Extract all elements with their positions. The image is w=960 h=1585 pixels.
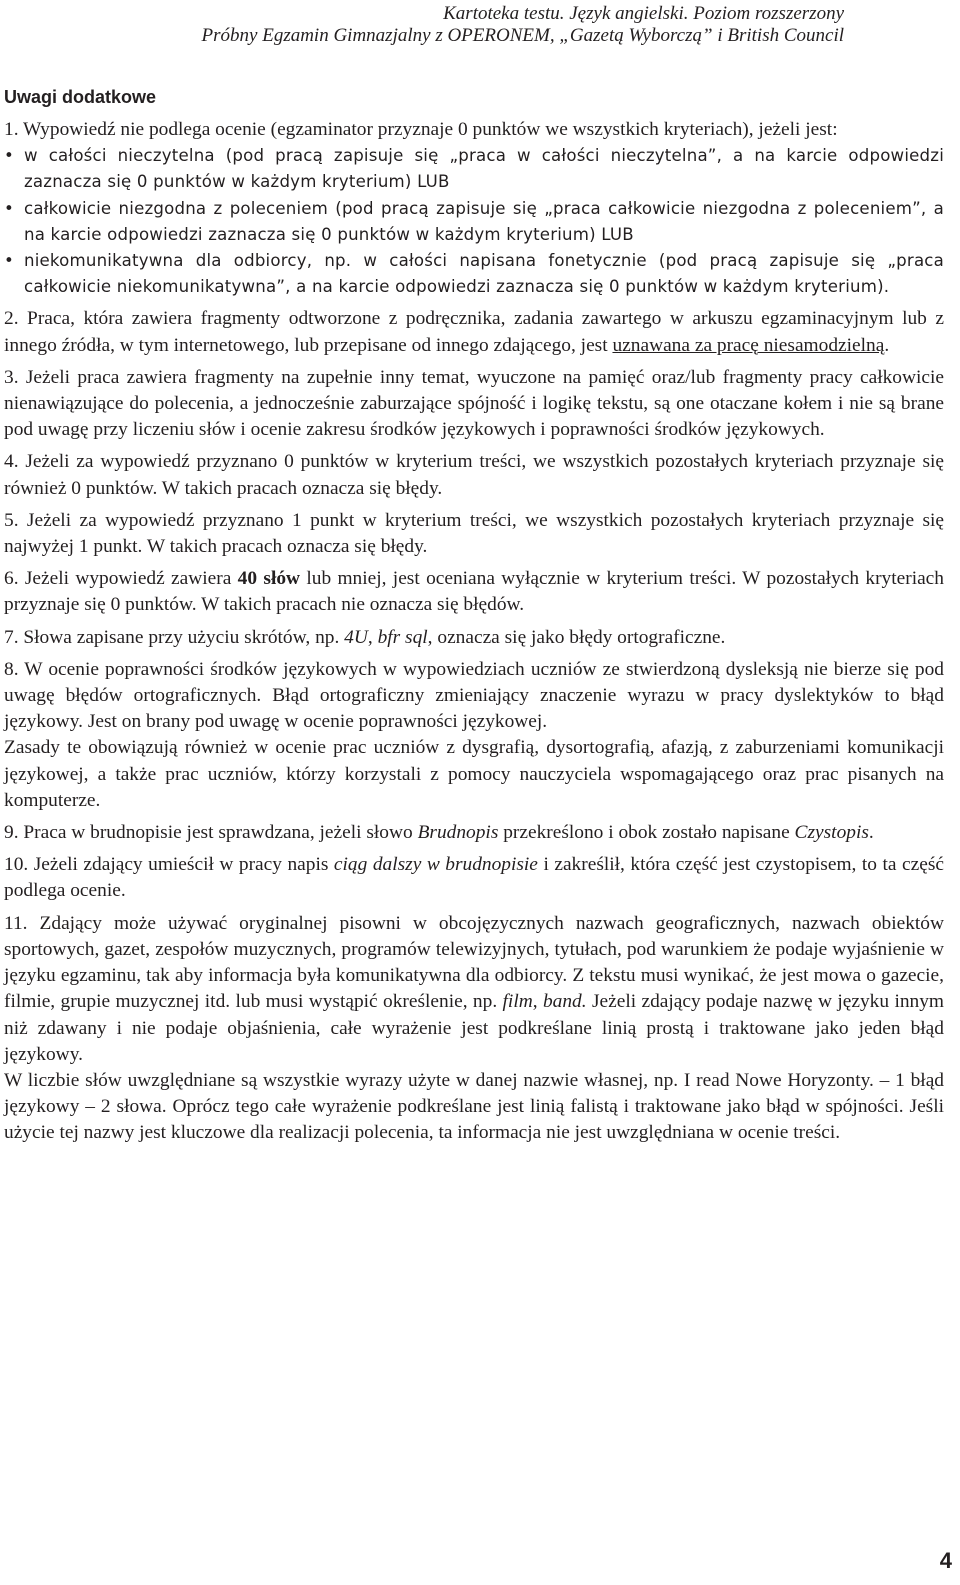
note-11-sep: , [532, 991, 543, 1013]
section-title: Uwagi dodatkowe [4, 87, 157, 107]
note-6-bold: 40 słów [237, 568, 301, 590]
note-9-word-2: Czystopis [794, 822, 869, 844]
note-6 [4, 566, 944, 618]
notes-list [4, 117, 944, 1153]
note-8 [4, 657, 944, 814]
note-9-end: . [868, 822, 874, 844]
note-9-middle: przekreślono i obok zostało napisane [498, 822, 795, 844]
note-5: 5. Jeżeli za wypowiedź przyznano 1 punkt w kryterium treści, we wszystkich pozostałych kryteriach przyznaje się najwyżej 1 punkt. W takich pracach oznacza się błędy. [4, 509, 944, 558]
note-7-example-2: bfr sql [377, 626, 428, 648]
note-10-before: 10. Jeżeli zdający umieścił w pracy napis [4, 854, 334, 876]
note-9-word-1: Brudnopis [417, 822, 499, 844]
note-4: 4. Jeżeli za wypowiedź przyznano 0 punktów w kryterium treści, we wszystkich pozostałych kryteriach przyznaje się również 0 punktów. W takich pracach oznacza się błędy. [4, 451, 944, 499]
note-7 [4, 625, 944, 651]
note-2-underlined: uznawana za pracę niesamodzielną [612, 334, 885, 356]
note-9-before: 9. Praca w brudnopisie jest sprawdzana, jeżeli słowo [4, 822, 418, 844]
note-7-example-1: 4U [344, 626, 368, 648]
note-1-bullet-3: • niekomunikatywna dla odbiorcy, np. w całości napisana fonetycznie (pod pracą zapisuje się „praca całkowicie niekomunikatywna”, a na karcie odpowiedzi zaznacza się 0 punktów w każdym kryterium). [4, 248, 944, 300]
note-11-extra: W liczbie słów uwzględniane są wszystkie wyrazy użyte w danej nazwie własnej, np. I read Nowe Horyzonty. – 1 błąd językowy – 2 słowa. Oprócz tego całe wyrażenie podkreślane jest linią falistą i traktowane jako błąd w spójności. Jeśli użycie tej nazwy jest kluczowe dla realizacji polecenia, ta informacja nie jest uwzględniana w ocenie treści. [4, 1069, 944, 1144]
note-6-after: lub mniej, jest oceniana wyłącznie w kryterium treści. W pozostałych kryteriach przyznaje się 0 punktów. W takich pracach nie oznacza się błędów. [4, 568, 944, 616]
note-8-text: 8. W ocenie poprawności środków językowych w wypowiedziach uczniów ze stwierdzoną dysleksją nie bierze się pod uwagę błędów ortograficznych. Błąd ortograficzny zmieniający znaczenie wyrazu w pracy dyslektyków to błąd językowy. Jest on brany pod uwagę w ocenie poprawności językowej. [4, 658, 944, 733]
note-11-before: 11. Zdający może używać oryginalnej pisowni w obcojęzycznych nazwach geograficznych, nazwach obiektów sportowych, gazet, zespołów muzycznych, programów telewizyjnych, tytułach, pod warunkiem że podaje wyjaśnienie w języku egzaminu, tak aby informacja była komunikatywna dla odbiorcy. Z tekstu musi wynikać, że jest mowa o gazecie, filmie, grupie muzycznej itd. lub musi wystąpić określenie, np. [4, 912, 944, 1013]
note-9 [4, 820, 944, 846]
note-3: 3. Jeżeli praca zawiera fragmenty na zupełnie inny temat, wyuczone na pamięć oraz/lub fragmenty pracy całkowicie nienawiązujące do polecenia, a jednocześnie zaburzające spójność i logikę tekstu, są one otaczane kołem i nie są brane pod uwagę przy liczeniu słów i ocenie zakresu środków językowych i poprawności środków językowych. [4, 366, 944, 441]
note-7-sep: , [367, 626, 378, 648]
note-11-after: Jeżeli zdający podaje nazwę w języku innym niż zdawany i nie podaje objaśnienia, całe wyrażenie jest podkreślane linią prostą i traktowane jako jeden błąd językowy. [4, 991, 945, 1065]
note-10-italic: ciąg dalszy w brudnopisie [333, 854, 538, 876]
note-11 [4, 911, 944, 1147]
note-2-text: 2. Praca, która zawiera fragmenty odtworzone z podręcznika, zadania zawartego w arkuszu egzaminacyjnym lub z innego źródła, w tym internetowego, lub przepisane od innego zdającego, jest [4, 308, 944, 356]
note-11-main [4, 911, 944, 1068]
note-11-example-1: film [502, 991, 533, 1013]
note-1-bullet-1: • w całości nieczytelna (pod pracą zapisuje się „praca w całości nieczytelna”, a na karcie odpowiedzi zaznacza się 0 punktów w każdym kryterium) LUB [4, 143, 944, 195]
page-number: 4 [939, 1548, 952, 1573]
note-10-after: i zakreślił, która część jest czystopisem, to ta część podlega ocenie. [4, 854, 944, 902]
note-1 [4, 117, 944, 300]
note-8-extra: Zasady te obowiązują również w ocenie prac uczniów z dysgrafią, dysortografią, afazją, z zaburzeniami komunikacji językowej, a także prac uczniów, którzy korzystali z pomocy nauczyciela wspomagającego oraz prac pisanych na komputerze. [4, 737, 944, 811]
header-line-2: Próbny Egzamin Gimnazjalny z OPERONEM, „Gazetą Wyborczą” i British Council [201, 25, 844, 46]
note-1-intro: 1. Wypowiedź nie podlega ocenie (egzaminator przyznaje 0 punktów we wszystkich kryteriach), jeżeli jest: [4, 119, 838, 140]
note-2 [4, 306, 944, 358]
note-7-after: , oznacza się jako błędy ortograficzne. [427, 626, 726, 648]
note-11-example-2: band. [542, 991, 587, 1013]
note-6-before: 6. Jeżeli wypowiedź zawiera [4, 568, 238, 590]
note-1-bullet-2: • całkowicie niezgodna z poleceniem (pod pracą zapisuje się „praca całkowicie niezgodna z poleceniem”, a na karcie odpowiedzi zaznacza się 0 punktów w każdym kryterium) LUB [4, 196, 944, 248]
note-2-end: . [884, 334, 890, 356]
note-10 [4, 852, 944, 904]
header-line-1: Kartoteka testu. Język angielski. Poziom rozszerzony [443, 3, 844, 24]
note-7-before: 7. Słowa zapisane przy użyciu skrótów, np. [4, 626, 345, 648]
